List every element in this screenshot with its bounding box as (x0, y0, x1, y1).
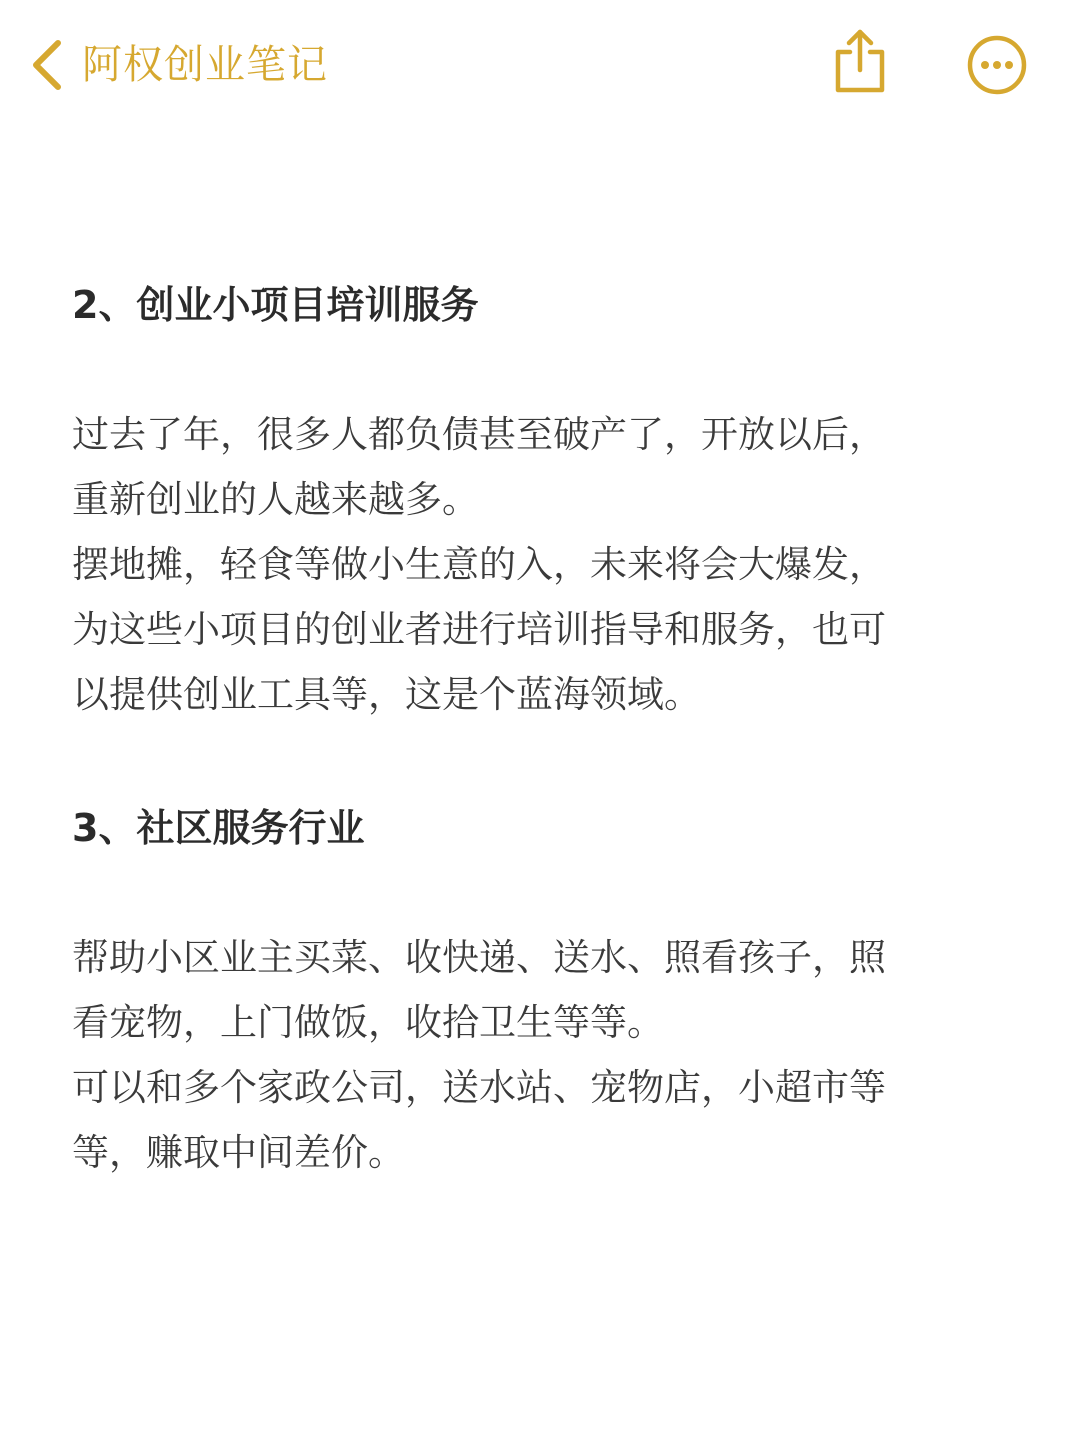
paragraph-line: 重新创业的人越来越多。 (72, 478, 479, 521)
back-label: 阿权创业笔记 (82, 42, 328, 88)
share-icon[interactable] (832, 28, 888, 96)
section-heading: 3、社区服务行业 (72, 806, 365, 850)
paragraph-line: 看宠物，上门做饭，收拾卫生等等。 (72, 1001, 664, 1044)
more-horizontal-icon[interactable] (966, 34, 1028, 96)
chevron-left-icon (28, 37, 68, 93)
paragraph-line: 以提供创业工具等，这是个蓝海领域。 (72, 673, 701, 716)
paragraph-line: 为这些小项目的创业者进行培训指导和服务，也可 (72, 608, 886, 651)
section-heading: 2、创业小项目培训服务 (72, 283, 479, 327)
paragraph-line: 过去了年，很多人都负债甚至破产了，开放以后， (72, 413, 886, 456)
paragraph-line: 帮助小区业主买菜、收快递、送水、照看孩子，照 (72, 936, 886, 979)
paragraph-line: 可以和多个家政公司，送水站、宠物店，小超市等 (72, 1066, 886, 1109)
back-button[interactable] (28, 30, 328, 100)
paragraph-line: 等，赚取中间差价。 (72, 1131, 405, 1174)
navigation-bar (0, 0, 1080, 130)
note-body (72, 270, 1008, 1185)
paragraph-line: 摆地摊，轻食等做小生意的入，未来将会大爆发， (72, 543, 886, 586)
